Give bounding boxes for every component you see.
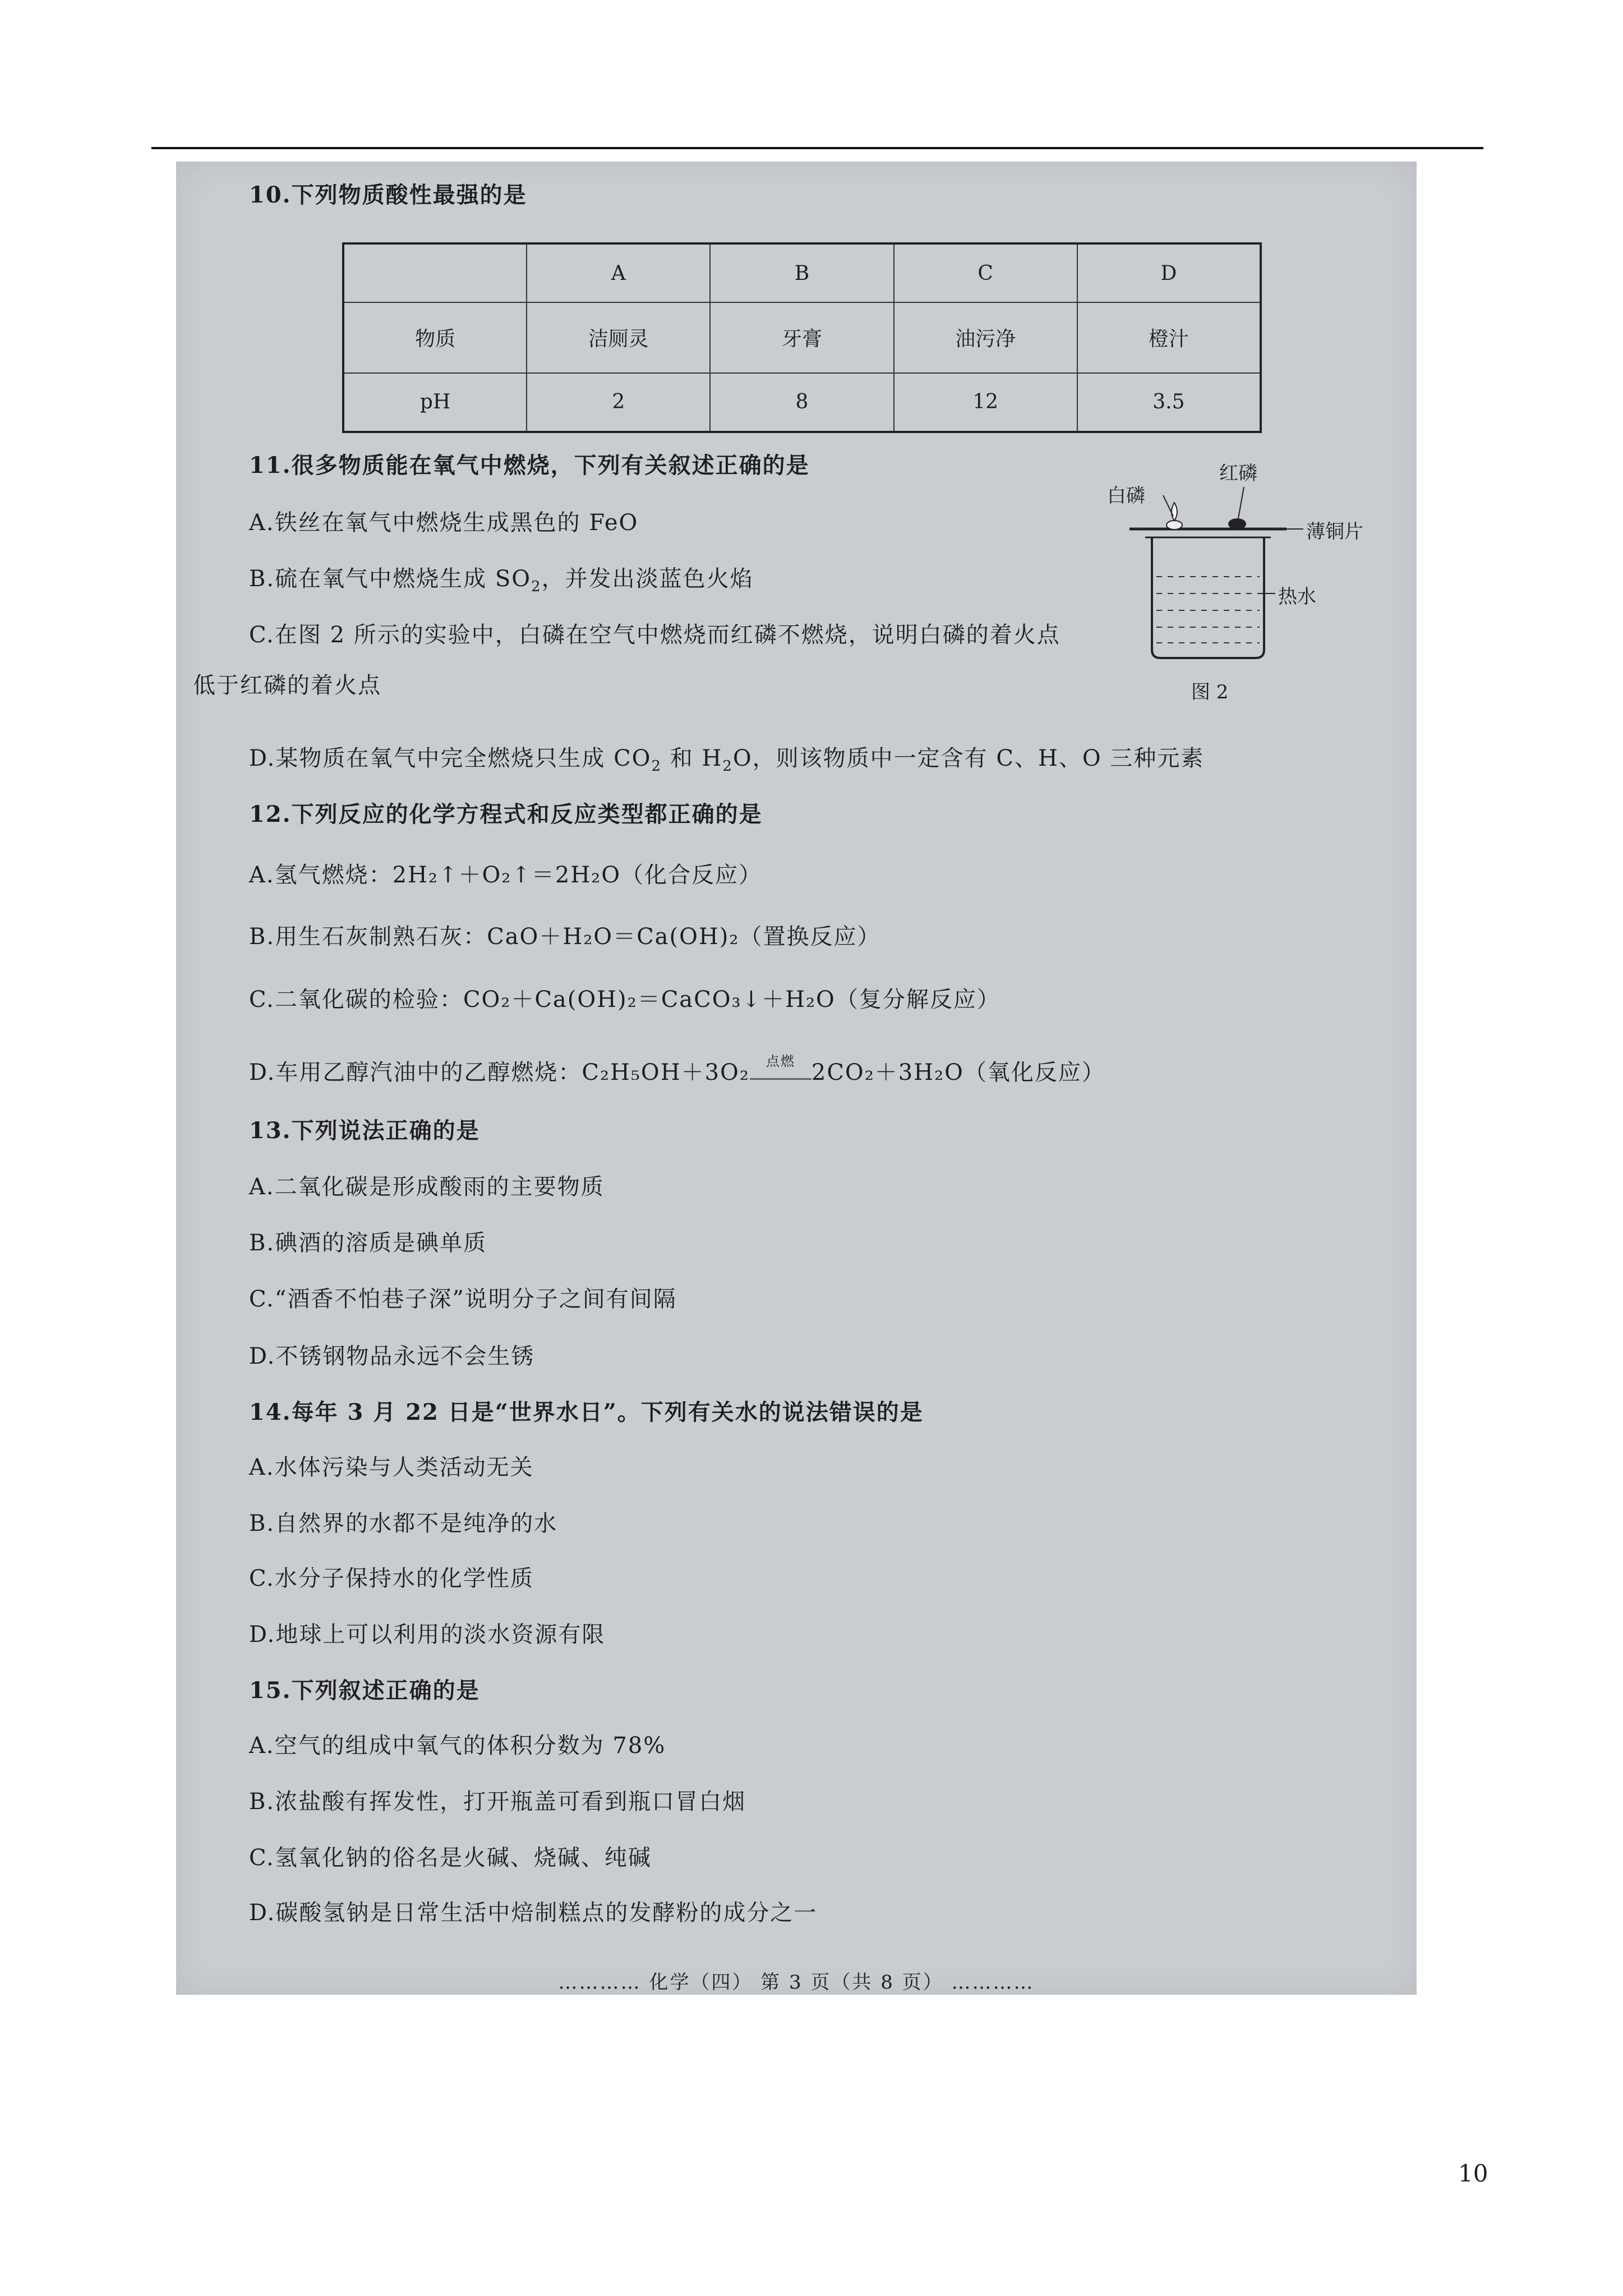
ph-table-cell: 洁厕灵 bbox=[527, 302, 710, 373]
ph-table bbox=[342, 242, 1262, 433]
ph-table-cell: 牙膏 bbox=[710, 302, 893, 373]
white-phosphorus-icon bbox=[1166, 521, 1182, 530]
page-number: 10 bbox=[1458, 2160, 1488, 2187]
question-12-option-c: C.二氧化碳的检验：CO₂＋Ca(OH)₂＝CaCO₃↓＋H₂O（复分解反应） bbox=[249, 987, 1000, 1013]
ph-table-cell: 橙汁 bbox=[1077, 302, 1261, 373]
label-white-phosphorus: 白磷 bbox=[1107, 485, 1145, 507]
figure-caption: 图 2 bbox=[1191, 681, 1229, 703]
ph-table-cell: 3.5 bbox=[1077, 373, 1261, 432]
beaker-outline bbox=[1152, 537, 1264, 658]
red-phosphorus-icon bbox=[1228, 518, 1246, 530]
question-15-option-c: C.氢氧化钠的俗名是火碱、烧碱、纯碱 bbox=[249, 1845, 652, 1871]
ph-table-cell: D bbox=[1077, 243, 1261, 302]
question-11-option-c-line1: C.在图 2 所示的实验中，白磷在空气中燃烧而红磷不燃烧，说明白磷的着火点 bbox=[249, 622, 1061, 648]
flame-icon bbox=[1172, 503, 1177, 521]
question-15-option-d: D.碳酸氢钠是日常生活中焙制糕点的发酵粉的成分之一 bbox=[249, 1900, 818, 1926]
question-12-option-a: A.氢气燃烧：2H₂↑＋O₂↑＝2H₂O（化合反应） bbox=[249, 862, 762, 888]
ph-table-header-row bbox=[343, 243, 1261, 302]
beaker-diagram bbox=[1107, 464, 1399, 711]
hot-water-surface bbox=[1156, 577, 1260, 643]
question-14-option-c: C.水分子保持水的化学性质 bbox=[249, 1566, 534, 1591]
ph-table-cell: 8 bbox=[710, 373, 893, 432]
question-14-option-a: A.水体污染与人类活动无关 bbox=[249, 1455, 534, 1480]
ph-table-cell: 2 bbox=[527, 373, 710, 432]
exam-footer: ………… 化学（四） 第 3 页（共 8 页） ………… bbox=[558, 1971, 1035, 1994]
reaction-condition: 点燃 bbox=[750, 1066, 811, 1080]
question-11-option-d: D.某物质在氧气中完全燃烧只生成 $CO_2$ 和 $H_2O$，则该物质中一定含有 C、H、O 三种元素 bbox=[249, 746, 1205, 775]
question-15-option-b: B.浓盐酸有挥发性，打开瓶盖可看到瓶口冒白烟 bbox=[249, 1789, 746, 1815]
question-13-option-d: D.不锈钢物品永远不会生锈 bbox=[249, 1343, 535, 1369]
ph-table-cell: 油污净 bbox=[894, 302, 1077, 373]
question-15-stem: 15.下列叙述正确的是 bbox=[249, 1677, 480, 1704]
label-hot-water: 热水 bbox=[1278, 586, 1316, 608]
ph-table-cell bbox=[343, 243, 527, 302]
scanned-page bbox=[176, 162, 1417, 1995]
ph-table-cell: B bbox=[710, 243, 893, 302]
question-12-option-d: D.车用乙醇汽油中的乙醇燃烧：C₂H₅OH＋3O₂ 点燃 2CO₂＋3H₂O（氧化反应） bbox=[249, 1053, 1105, 1085]
label-red-phosphorus: 红磷 bbox=[1219, 462, 1257, 485]
question-15-option-a: A.空气的组成中氧气的体积分数为 78% bbox=[249, 1733, 666, 1759]
question-11-option-b: B.硫在氧气中燃烧生成 $SO_2$，并发出淡蓝色火焰 bbox=[249, 566, 754, 595]
question-12-stem: 12.下列反应的化学方程式和反应类型都正确的是 bbox=[249, 801, 763, 827]
question-13-option-c: C.“酒香不怕巷子深”说明分子之间有间隔 bbox=[249, 1286, 677, 1312]
figure-2-phosphorus-experiment bbox=[1107, 464, 1399, 711]
question-10-stem: 10.下列物质酸性最强的是 bbox=[249, 182, 527, 208]
question-13-option-a: A.二氧化碳是形成酸雨的主要物质 bbox=[249, 1174, 605, 1200]
question-11-stem: 11.很多物质能在氧气中燃烧，下列有关叙述正确的是 bbox=[249, 452, 810, 478]
label-copper-sheet: 薄铜片 bbox=[1306, 521, 1363, 543]
question-14-option-d: D.地球上可以利用的淡水资源有限 bbox=[249, 1622, 606, 1648]
question-14-option-b: B.自然界的水都不是纯净的水 bbox=[249, 1511, 558, 1536]
top-rule bbox=[151, 147, 1483, 149]
ph-table-cell: pH bbox=[343, 373, 527, 432]
question-14-stem: 14.每年 3 月 22 日是“世界水日”。下列有关水的说法错误的是 bbox=[249, 1399, 924, 1425]
question-11-option-a: A.铁丝在氧气中燃烧生成黑色的 FeO bbox=[249, 510, 639, 536]
ph-table-ph-row bbox=[343, 373, 1261, 432]
question-11-option-c-line2: 低于红磷的着火点 bbox=[193, 673, 381, 698]
ph-table-substance-row bbox=[343, 302, 1261, 373]
ph-table-cell: A bbox=[527, 243, 710, 302]
ph-table-cell: 物质 bbox=[343, 302, 527, 373]
question-13-option-b: B.碘酒的溶质是碘单质 bbox=[249, 1230, 487, 1256]
question-12-option-b: B.用生石灰制熟石灰：CaO＋H₂O＝Ca(OH)₂（置换反应） bbox=[249, 924, 881, 950]
question-13-stem: 13.下列说法正确的是 bbox=[249, 1117, 480, 1144]
ph-table-cell: C bbox=[894, 243, 1077, 302]
ph-table-cell: 12 bbox=[894, 373, 1077, 432]
